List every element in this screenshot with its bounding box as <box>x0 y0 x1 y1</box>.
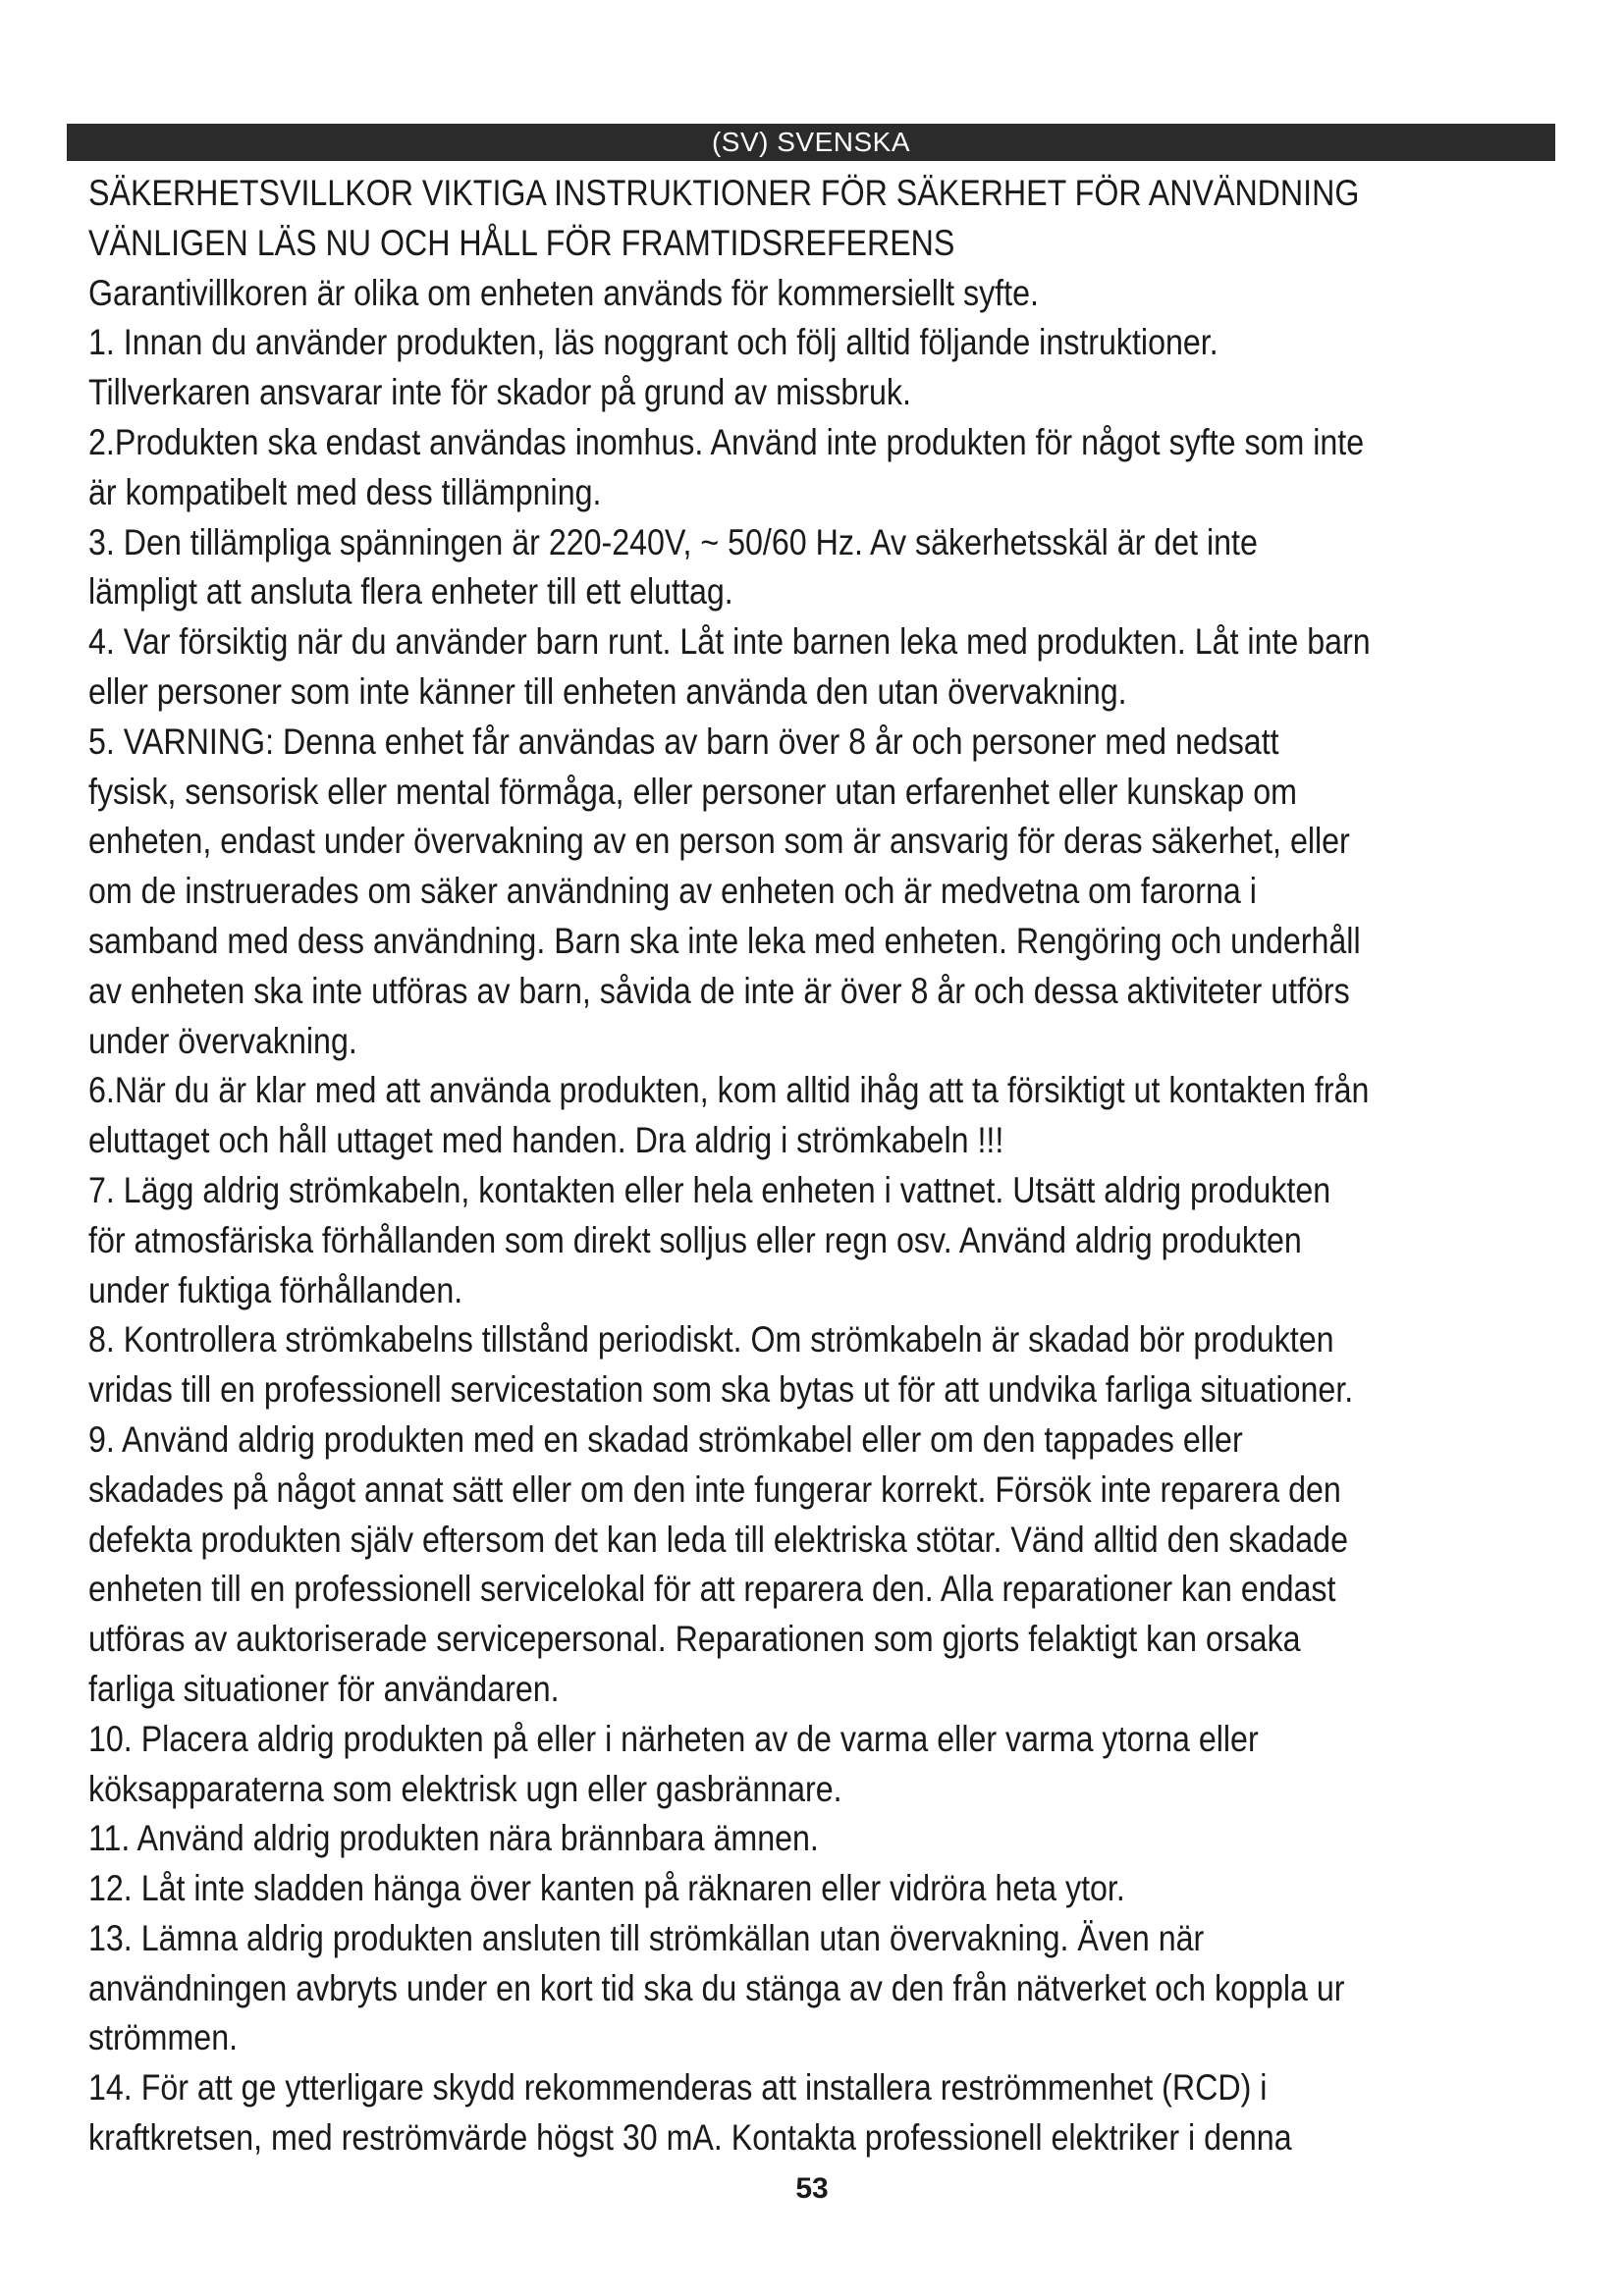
text-line: är kompatibelt med dess tillämpning. <box>88 471 602 512</box>
text-line: 4. Var försiktig när du använder barn runt. Låt inte barnen leka med produkten. Låt inte barn <box>88 621 1371 663</box>
subtitle-line: VÄNLIGEN LÄS NU OCH HÅLL FÖR FRAMTIDSREFERENS <box>88 222 955 263</box>
text-line: Garantivillkoren är olika om enheten används för kommersiellt syfte. <box>88 272 1039 313</box>
text-line: för atmosfäriska förhållanden som direkt solljus eller regn osv. Använd aldrig produkten <box>88 1219 1302 1260</box>
text-line: 8. Kontrollera strömkabelns tillstånd periodiskt. Om strömkabeln är skadad bör produkten <box>88 1319 1334 1361</box>
text-line: strömmen. <box>88 2017 239 2058</box>
text-line: lämpligt att ansluta flera enheter till ett eluttag. <box>88 571 733 613</box>
safety-instructions-text <box>88 169 1561 2163</box>
text-line: kraftkretsen, med reströmvärde högst 30 mA. Kontakta professionell elektriker i denna <box>88 2117 1292 2159</box>
text-line: 10. Placera aldrig produkten på eller i närheten av de varma eller varma ytorna eller <box>88 1718 1259 1759</box>
text-line: farliga situationer för användaren. <box>88 1668 560 1709</box>
text-line: 13. Lämna aldrig produkten ansluten till strömkällan utan övervakning. Även när <box>88 1917 1205 1958</box>
text-line: defekta produkten själv eftersom det kan leda till elektriska stötar. Vänd alltid den skadade <box>88 1519 1348 1560</box>
text-line: 14. För att ge ytterligare skydd rekommenderas att installera reströmmenhet (RCD) i <box>88 2067 1268 2109</box>
text-line: 9. Använd aldrig produkten med en skadad strömkabel eller om den tappades eller <box>88 1418 1243 1460</box>
text-line: Tillverkaren ansvarar inte för skador på grund av missbruk. <box>88 372 911 413</box>
page-number: 53 <box>795 2172 829 2205</box>
text-line: användningen avbryts under en kort tid ska du stänga av den från nätverket och koppla ur <box>88 1967 1345 2008</box>
text-line: 11. Använd aldrig produkten nära brännbara ämnen. <box>88 1818 819 1859</box>
text-line: 5. VARNING: Denna enhet får användas av barn över 8 år och personer med nedsatt <box>88 721 1279 762</box>
text-line: utföras av auktoriserade servicepersonal. Reparationen som gjorts felaktigt kan orsaka <box>88 1619 1301 1660</box>
text-line: 6.När du är klar med att använda produkten, kom alltid ihåg att ta försiktigt ut kontakten från <box>88 1070 1370 1111</box>
text-line: under övervakning. <box>88 1020 357 1061</box>
text-line: eller personer som inte känner till enheten använda den utan övervakning. <box>88 670 1127 712</box>
text-line: under fuktiga förhållanden. <box>88 1269 463 1310</box>
text-line: vridas till en professionell servicestation som ska bytas ut för att undvika farliga situationer. <box>88 1369 1354 1411</box>
text-line: enheten till en professionell servicelokal för att reparera den. Alla reparationer kan endast <box>88 1569 1336 1610</box>
text-line: köksapparaterna som elektrisk ugn eller gasbrännare. <box>88 1768 842 1809</box>
language-header-bar <box>67 124 1555 161</box>
text-line: fysisk, sensorisk eller mental förmåga, eller personer utan erfarenhet eller kunskap om <box>88 771 1297 812</box>
title-line: SÄKERHETSVILLKOR VIKTIGA INSTRUKTIONER FÖR SÄKERHET FÖR ANVÄNDNING <box>88 173 1360 213</box>
text-line: skadades på något annat sätt eller om den inte fungerar korrekt. Försök inte reparera den <box>88 1468 1341 1510</box>
text-line: 7. Lägg aldrig strömkabeln, kontakten eller hela enheten i vattnet. Utsätt aldrig produkten <box>88 1169 1331 1210</box>
text-line: 1. Innan du använder produkten, läs noggrant och följ alltid följande instruktioner. <box>88 322 1218 363</box>
text-line: om de instruerades om säker användning av enheten och är medvetna om farorna i <box>88 871 1257 912</box>
text-line: samband med dess användning. Barn ska inte leka med enheten. Rengöring och underhåll <box>88 920 1361 961</box>
text-line: eluttaget och håll uttaget med handen. Dra aldrig i strömkabeln !!! <box>88 1120 1004 1161</box>
text-line: enheten, endast under övervakning av en person som är ansvarig för deras säkerhet, eller <box>88 821 1350 862</box>
text-line: 12. Låt inte sladden hänga över kanten på räknaren eller vidröra heta ytor. <box>88 1868 1125 1909</box>
text-line: av enheten ska inte utföras av barn, såvida de inte är över 8 år och dessa aktiviteter utförs <box>88 970 1350 1011</box>
text-line: 3. Den tillämpliga spänningen är 220-240V, ~ 50/60 Hz. Av säkerhetsskäl är det inte <box>88 521 1258 562</box>
text-line: 2.Produkten ska endast användas inomhus. Använd inte produkten för något syfte som inte <box>88 421 1365 462</box>
language-label: (SV) SVENSKA <box>711 127 911 157</box>
